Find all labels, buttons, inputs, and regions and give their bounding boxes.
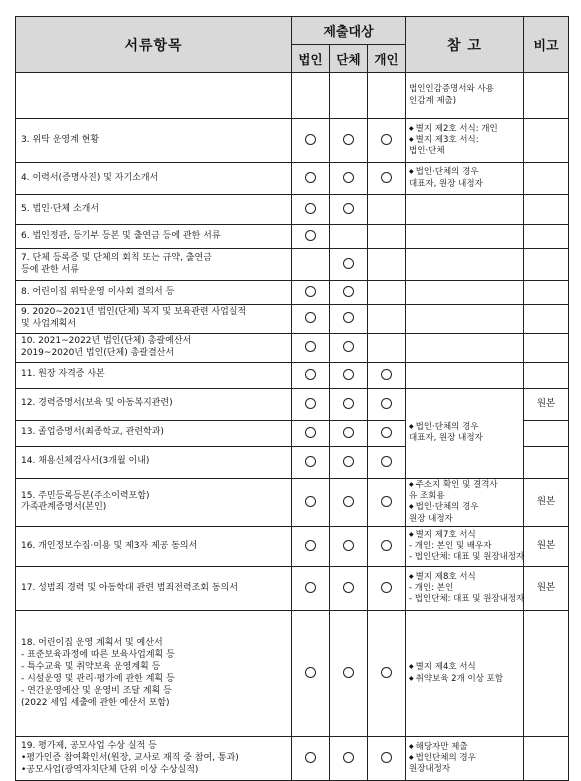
- item-cell: 9. 2020~2021년 법인(단체) 복지 및 보육관련 사업실적 및 사업계획서: [16, 305, 292, 334]
- corp-cell: [292, 362, 330, 388]
- corp-cell: [292, 567, 330, 611]
- note-cell: [406, 362, 524, 388]
- note-line: - 개인: 본인: [409, 582, 454, 593]
- note-cell: [406, 73, 524, 119]
- group-cell: [330, 225, 368, 249]
- circle-mark-icon: [381, 582, 392, 593]
- circle-mark-icon: [343, 341, 354, 352]
- table-row: [16, 478, 569, 526]
- header-target: 제출대상: [292, 17, 406, 45]
- circle-mark-icon: [343, 496, 354, 507]
- remark-cell: [524, 225, 569, 249]
- circle-mark-icon: [381, 427, 392, 438]
- note-line: - 법인단체: 대표 및 원장내정자: [409, 594, 525, 605]
- note-cell: [406, 163, 524, 195]
- table-row: [16, 163, 569, 195]
- circle-mark-icon: [305, 582, 316, 593]
- circle-mark-icon: [305, 427, 316, 438]
- corp-cell: [292, 195, 330, 225]
- remark-cell: 원본: [524, 527, 569, 567]
- corp-cell: [292, 119, 330, 163]
- remark-cell: [524, 737, 569, 781]
- item-cell: 4. 이력서(증명사진) 및 자기소개서: [16, 163, 292, 195]
- item-cell: 13. 졸업증명서(최종학교, 관련학과): [16, 420, 292, 446]
- group-cell: [330, 119, 368, 163]
- note-line: 원장 내정자: [409, 513, 453, 524]
- note-line: ◆ 취약보육 2개 이상 포함: [409, 674, 521, 685]
- note-line: ◆ 주소지 확인 및 결격사: [409, 480, 521, 491]
- corp-cell: [292, 388, 330, 420]
- remark-cell: [524, 333, 569, 362]
- circle-mark-icon: [305, 540, 316, 551]
- note-cell: [406, 737, 524, 781]
- note-line: - 법인단체: 대표 및 원장내정자: [409, 552, 525, 563]
- remark-cell: [524, 249, 569, 281]
- note-line: 법인·단체: [409, 146, 445, 157]
- group-cell: [330, 446, 368, 478]
- corp-cell: [292, 225, 330, 249]
- item-cell: 5. 법인·단체 소개서: [16, 195, 292, 225]
- note-cell: [406, 527, 524, 567]
- circle-mark-icon: [343, 752, 354, 763]
- note-line: ◆ 별지 제8호 서식: [409, 572, 521, 583]
- remark-cell: [524, 446, 569, 478]
- indiv-cell: [368, 225, 406, 249]
- circle-mark-icon: [305, 172, 316, 183]
- group-cell: [330, 567, 368, 611]
- circle-mark-icon: [381, 752, 392, 763]
- indiv-cell: [368, 420, 406, 446]
- note-line: ◆ 법인·단체의 경우: [409, 502, 521, 513]
- circle-mark-icon: [305, 312, 316, 323]
- note-cell: [406, 478, 524, 526]
- note-cell: [406, 567, 524, 611]
- note-line: ◆ 법인·단체의 경우: [409, 167, 521, 178]
- circle-mark-icon: [343, 398, 354, 409]
- corp-cell: [292, 420, 330, 446]
- note-line: ◆ 법인단체의 경우: [409, 753, 521, 764]
- item-cell: 7. 단체 등록증 및 단체의 회칙 또는 규약, 출연금 등에 관한 서류: [16, 249, 292, 281]
- indiv-cell: [368, 362, 406, 388]
- group-cell: [330, 362, 368, 388]
- table-row: [16, 611, 569, 737]
- item-cell: 18. 어린이집 운영 계획서 및 예산서 - 표준보육과정에 따른 보육사업계획 등 - 특수교육 및 취약보육 운영계획 등 - 시설운영 및 관리·평가에 관한 계획 등 - 연간운영예산 및 운영비 조달 계획 등 (2022 세입 세출에 관한 예산서 포함): [16, 611, 292, 737]
- circle-mark-icon: [305, 667, 316, 678]
- note-line: ◆ 별지 제7호 서식: [409, 530, 521, 541]
- corp-cell: [292, 249, 330, 281]
- group-cell: [330, 527, 368, 567]
- table-row: [16, 225, 569, 249]
- corp-cell: [292, 611, 330, 737]
- indiv-cell: [368, 388, 406, 420]
- circle-mark-icon: [381, 172, 392, 183]
- note-cell: [406, 611, 524, 737]
- item-cell: 12. 경력증명서(보육 및 아동복지관련): [16, 388, 292, 420]
- indiv-cell: [368, 73, 406, 119]
- item-cell: [16, 73, 292, 119]
- note-line: 대표자, 원장 내정자: [409, 433, 483, 444]
- note-cell: [406, 305, 524, 334]
- item-cell: 14. 채용신체검사서(3개월 이내): [16, 446, 292, 478]
- indiv-cell: [368, 478, 406, 526]
- item-cell: 6. 법인정관, 등기부 등본 및 출연금 등에 관한 서류: [16, 225, 292, 249]
- circle-mark-icon: [305, 230, 316, 241]
- remark-cell: [524, 119, 569, 163]
- remark-cell: [524, 195, 569, 225]
- item-cell: 3. 위탁 운영계 현황: [16, 119, 292, 163]
- table-row: [16, 281, 569, 305]
- group-cell: [330, 420, 368, 446]
- circle-mark-icon: [381, 496, 392, 507]
- header-corp: 법인: [292, 45, 330, 73]
- indiv-cell: [368, 333, 406, 362]
- note-line: ◆ 해당자만 제출: [409, 742, 521, 753]
- note-line: 인감계 제출): [409, 95, 457, 106]
- remark-cell: [524, 611, 569, 737]
- indiv-cell: [368, 737, 406, 781]
- corp-cell: [292, 446, 330, 478]
- circle-mark-icon: [305, 134, 316, 145]
- remark-cell: 원본: [524, 478, 569, 526]
- note-cell: [406, 225, 524, 249]
- corp-cell: [292, 73, 330, 119]
- item-cell: 8. 어린이집 위탁운영 이사회 결의서 등: [16, 281, 292, 305]
- remark-cell: [524, 305, 569, 334]
- note-line: ◆ 법인·단체의 경우: [409, 422, 521, 433]
- group-cell: [330, 305, 368, 334]
- table-row: [16, 527, 569, 567]
- item-cell: 11. 원장 자격증 사본: [16, 362, 292, 388]
- table-row: [16, 195, 569, 225]
- circle-mark-icon: [343, 369, 354, 380]
- item-cell: 19. 평가제, 공모사업 수상 실적 등 •평가인증 참여확인서(원장, 교사로 재직 중 참여, 통과) •공모사업(광역자치단체 단위 이상 수상실적): [16, 737, 292, 781]
- header-note: 참 고: [406, 17, 524, 73]
- note-cell: [406, 388, 524, 478]
- circle-mark-icon: [343, 286, 354, 297]
- header-remark: 비고: [524, 17, 569, 73]
- header-group: 단체: [330, 45, 368, 73]
- note-line: ◆ 별지 제4호 서식: [409, 662, 521, 673]
- group-cell: [330, 611, 368, 737]
- circle-mark-icon: [305, 341, 316, 352]
- table-row: [16, 333, 569, 362]
- group-cell: [330, 281, 368, 305]
- note-cell: [406, 195, 524, 225]
- group-cell: [330, 478, 368, 526]
- circle-mark-icon: [343, 427, 354, 438]
- corp-cell: [292, 737, 330, 781]
- circle-mark-icon: [343, 456, 354, 467]
- circle-mark-icon: [343, 540, 354, 551]
- circle-mark-icon: [381, 667, 392, 678]
- note-line: - 개인: 본인 및 배우자: [409, 540, 492, 551]
- indiv-cell: [368, 305, 406, 334]
- table-row: [16, 388, 569, 420]
- remark-cell: [524, 420, 569, 446]
- table-row: [16, 737, 569, 781]
- note-cell: [406, 281, 524, 305]
- table-row: [16, 362, 569, 388]
- note-line: 법인인감증명서와 사용: [409, 84, 494, 95]
- group-cell: [330, 73, 368, 119]
- indiv-cell: [368, 163, 406, 195]
- note-cell: [406, 249, 524, 281]
- remark-cell: [524, 163, 569, 195]
- circle-mark-icon: [381, 134, 392, 145]
- indiv-cell: [368, 281, 406, 305]
- header-indiv: 개인: [368, 45, 406, 73]
- indiv-cell: [368, 446, 406, 478]
- circle-mark-icon: [305, 369, 316, 380]
- corp-cell: [292, 333, 330, 362]
- group-cell: [330, 249, 368, 281]
- circle-mark-icon: [381, 456, 392, 467]
- note-line: 원장내정자: [409, 764, 451, 775]
- indiv-cell: [368, 195, 406, 225]
- group-cell: [330, 388, 368, 420]
- indiv-cell: [368, 527, 406, 567]
- circle-mark-icon: [381, 540, 392, 551]
- corp-cell: [292, 163, 330, 195]
- circle-mark-icon: [305, 456, 316, 467]
- header-item: 서류항목: [16, 17, 292, 73]
- circle-mark-icon: [381, 369, 392, 380]
- circle-mark-icon: [305, 286, 316, 297]
- remark-cell: 원본: [524, 388, 569, 420]
- note-line: 대표자, 원장 내정자: [409, 178, 483, 189]
- table-row: [16, 249, 569, 281]
- circle-mark-icon: [343, 134, 354, 145]
- group-cell: [330, 333, 368, 362]
- document-table: [15, 16, 569, 781]
- table-row: [16, 305, 569, 334]
- indiv-cell: [368, 567, 406, 611]
- circle-mark-icon: [381, 398, 392, 409]
- group-cell: [330, 737, 368, 781]
- corp-cell: [292, 281, 330, 305]
- circle-mark-icon: [343, 312, 354, 323]
- corp-cell: [292, 305, 330, 334]
- indiv-cell: [368, 119, 406, 163]
- note-cell: [406, 333, 524, 362]
- note-line: 유 조회용: [409, 491, 445, 502]
- corp-cell: [292, 478, 330, 526]
- circle-mark-icon: [305, 496, 316, 507]
- circle-mark-icon: [343, 203, 354, 214]
- note-cell: [406, 119, 524, 163]
- item-cell: 17. 성범죄 경력 및 아동학대 관련 범죄전력조회 동의서: [16, 567, 292, 611]
- indiv-cell: [368, 611, 406, 737]
- note-line: ◆ 별지 제2호 서식: 개인: [409, 124, 521, 135]
- remark-cell: [524, 73, 569, 119]
- indiv-cell: [368, 249, 406, 281]
- corp-cell: [292, 527, 330, 567]
- item-cell: 10. 2021~2022년 법인(단체) 총괄예산서 2019~2020년 법인(단체) 총괄결산서: [16, 333, 292, 362]
- circle-mark-icon: [343, 258, 354, 269]
- remark-cell: [524, 362, 569, 388]
- circle-mark-icon: [343, 667, 354, 678]
- remark-cell: 원본: [524, 567, 569, 611]
- remark-cell: [524, 281, 569, 305]
- circle-mark-icon: [305, 203, 316, 214]
- item-cell: 15. 주민등록등본(주소이력포함) 가족관계증명서(본인): [16, 478, 292, 526]
- item-cell: 16. 개인정보수집·이용 및 제3자 제공 동의서: [16, 527, 292, 567]
- table-row: [16, 73, 569, 119]
- group-cell: [330, 195, 368, 225]
- table-row: [16, 119, 569, 163]
- note-line: ◆ 별지 제3호 서식:: [409, 135, 521, 146]
- table-body: [16, 73, 569, 781]
- circle-mark-icon: [305, 398, 316, 409]
- circle-mark-icon: [343, 582, 354, 593]
- table-row: [16, 567, 569, 611]
- circle-mark-icon: [343, 172, 354, 183]
- group-cell: [330, 163, 368, 195]
- circle-mark-icon: [305, 752, 316, 763]
